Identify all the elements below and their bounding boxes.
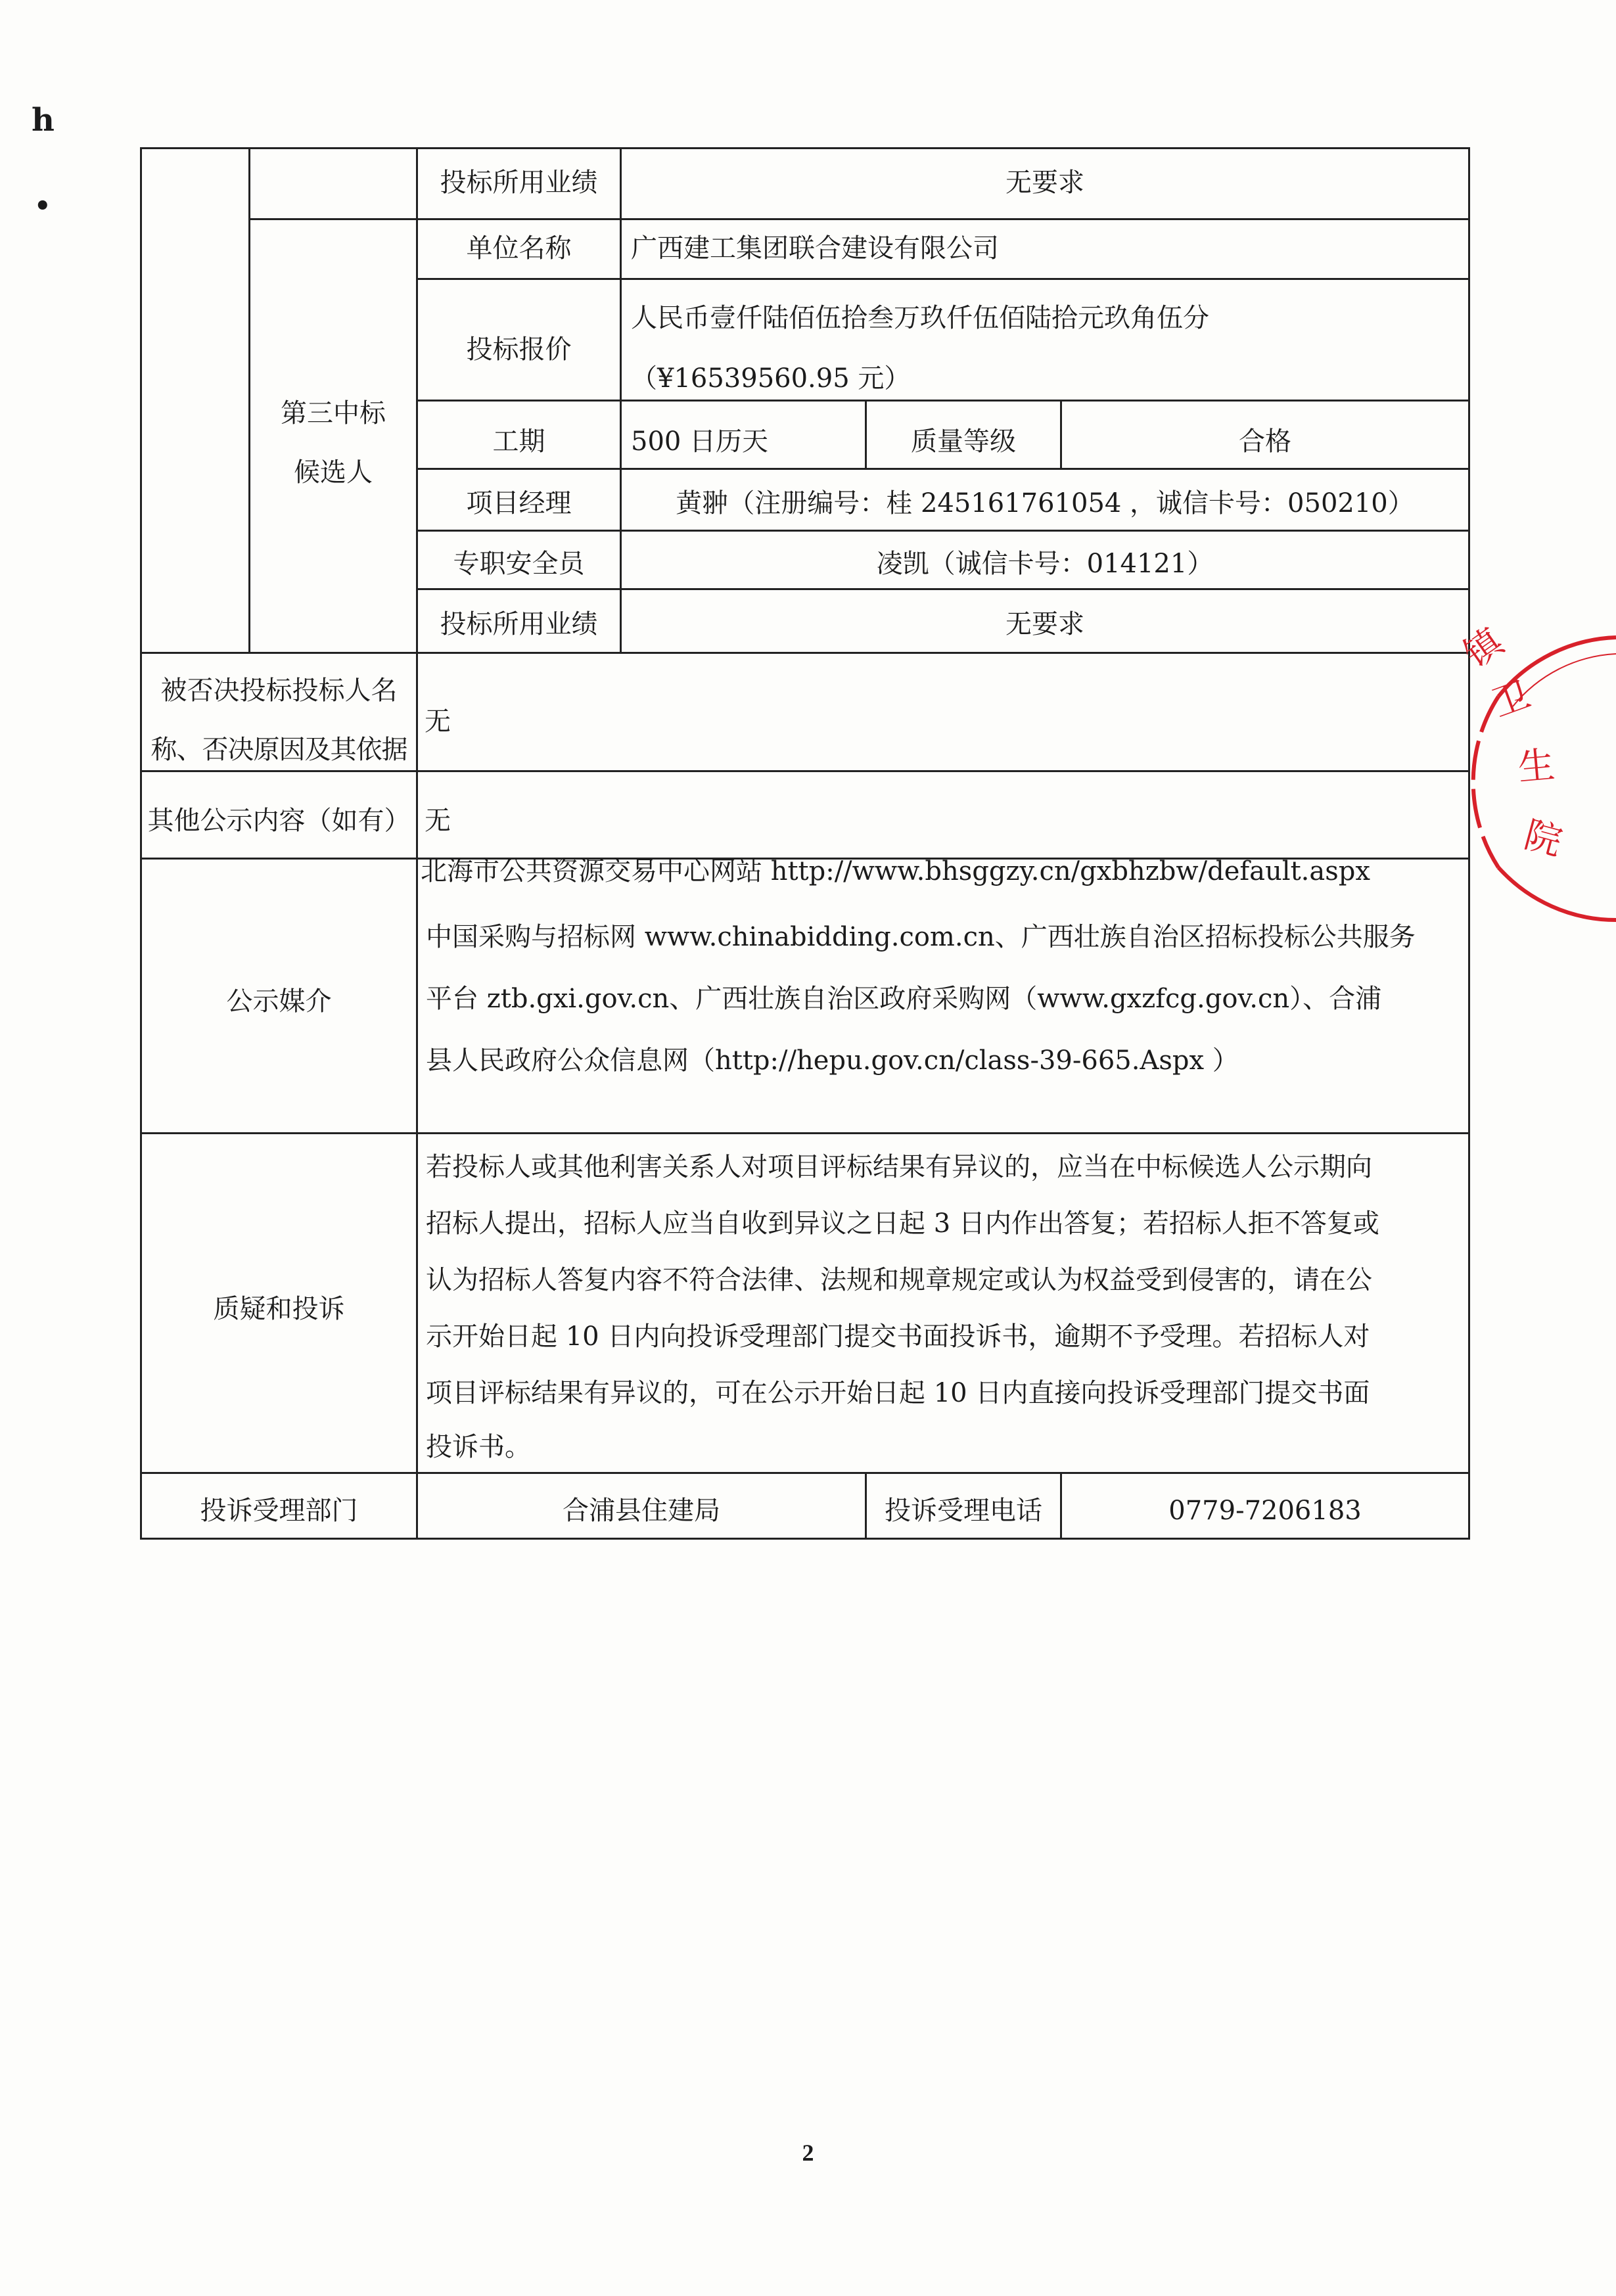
bid-price-label: 投标报价 [466,334,572,365]
other-value: 无 [425,806,451,836]
manager-value: 黄翀（注册编号：桂 245161761054 ，诚信卡号：050210） [676,488,1414,518]
performance-value: 无要求 [1005,609,1084,639]
performance-label: 投标所用业绩 [440,609,598,639]
complaint-label: 质疑和投诉 [213,1294,345,1324]
complaint-line1: 若投标人或其他利害关系人对项目评标结果有异议的，应当在中标候选人公示期向 [426,1152,1372,1182]
complaint-line6: 投诉书。 [426,1432,531,1462]
official-seal-stamp [1456,618,1616,933]
other-label: 其他公示内容（如有） [147,806,411,836]
media-line4: 县人民政府公众信息网（http://hepu.gov.cn/class-39-665.Aspx ） [426,1045,1239,1076]
complaint-line3: 认为招标人答复内容不符合法律、法规和规章规定或认为权益受到侵害的，请在公 [426,1265,1372,1295]
period-value: 500 日历天 [631,426,769,457]
bid-price-number: （¥16539560.95 元） [631,363,911,394]
media-line2: 中国采购与招标网 www.chinabidding.com.cn、广西壮族自治区招标投标公共服务 [426,922,1416,952]
quality-label: 质量等级 [911,426,1016,457]
third-candidate-label-line1: 第三中标 [281,398,386,428]
safety-label: 专职安全员 [453,549,585,579]
performance-top-label: 投标所用业绩 [440,168,598,198]
safety-value: 凌凯（诚信卡号：014121） [876,549,1214,579]
dept-label: 投诉受理部门 [200,1496,358,1526]
rejected-value: 无 [425,706,451,737]
rejected-label-line2: 称、否决原因及其依据 [150,735,407,765]
phone-value: 0779-7206183 [1168,1496,1362,1526]
phone-label: 投诉受理电话 [885,1496,1042,1526]
performance-top-value: 无要求 [1005,168,1084,198]
complaint-line2: 招标人提出，招标人应当自收到异议之日起 3 日内作出答复；若招标人拒不答复或 [426,1208,1379,1239]
media-label: 公示媒介 [226,986,332,1017]
dept-value: 合浦县住建局 [563,1496,720,1526]
margin-mark: h [32,102,55,139]
quality-value: 合格 [1239,426,1291,457]
page-number: 2 [802,2140,814,2166]
media-line1: 北海市公共资源交易中心网站 http://www.bhsggzy.cn/gxbhzbw/default.aspx [421,856,1370,886]
period-label: 工期 [492,426,545,457]
rejected-label-line1: 被否决投标投标人名 [160,676,398,706]
complaint-line4: 示开始日起 10 日内向投诉受理部门提交书面投诉书，逾期不予受理。若招标人对 [426,1321,1370,1352]
margin-dot: • [34,191,51,221]
media-line3: 平台 ztb.gxi.gov.cn、广西壮族自治区政府采购网（www.gxzfcg.gov.cn）、合浦 [426,984,1382,1014]
manager-label: 项目经理 [466,488,572,518]
seal-text: 镇 卫 生 院 [1456,620,1567,865]
complaint-line5: 项目评标结果有异议的，可在公示开始日起 10 日内直接向投诉受理部门提交书面 [426,1378,1370,1408]
unit-name-value: 广西建工集团联合建设有限公司 [631,233,999,264]
third-candidate-label-line2: 候选人 [294,457,373,488]
unit-name-label: 单位名称 [466,233,572,264]
bid-price-text: 人民币壹仟陆佰伍拾叁万玖仟伍佰陆拾元玖角伍分 [631,303,1209,333]
